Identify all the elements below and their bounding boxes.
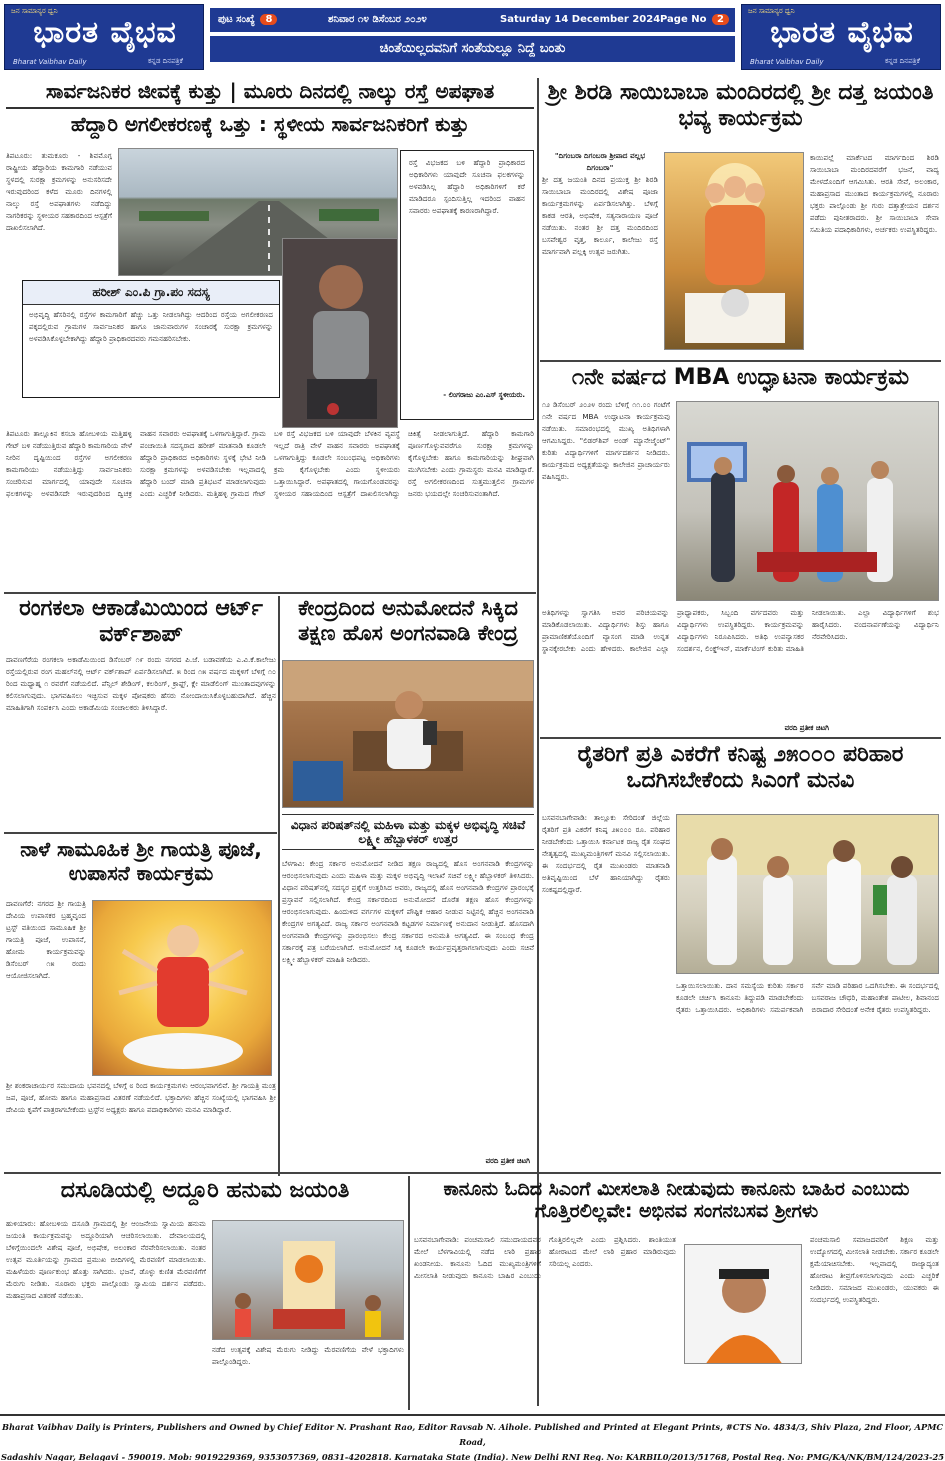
quote-author: - ಲಿಂಗರಾಜು ಎಂ.ಎಸ್ ಸ್ಥಳೀಯರು. — [443, 391, 525, 399]
photo-caption: ನಡೆದ ಉತ್ಸವಕ್ಕೆ ವಿಶೇಷ ಮೆರುಗು ನೀಡಿದ್ದು ಮೆರವಣಿಗೆಯ ವೇಳೆ ಭಕ್ತಾದಿಗಳು ಪಾಲ್ಗೊಂಡಿದ್ದರು. — [212, 1345, 404, 1366]
article-subheadline: "ದಿಗಂಬರಾ ದಿಗಂಬರಾ ಶ್ರೀಪಾದ ವಲ್ಲಭ ದಿಗಂಬರಾ" — [554, 151, 646, 172]
article-body-left: ಶ್ರೀ ದತ್ತ ಜಯಂತಿ ದಿನದ ಪ್ರಯುಕ್ತ ಶ್ರೀ ಶಿರಡಿ ಸಾಯಿಬಾಬಾ ಮಂದಿರದಲ್ಲಿ ವಿಶೇಷ ಪೂಜಾ ಕಾರ್ಯಕ್ರಮಗಳನ್ನು ಏರ್ಪಡಿಸಲಾಗಿತ್ತು. ಬೆಳಿಗ್ಗೆ ಕಾಕಡ ಆರತಿ, ಅಭಿಷೇಕ, ಸತ್ಯನಾರಾಯಣ ಪೂಜೆ ನಡೆಯಿತು. ನಂತರ ಶ್ರೀ ದತ್ತ ಮಂದಿರದಿಂದ ಬಸವೇಶ್ವರ ವೃತ್ತ, ಕಾರ್ಲೂ, ಕಾಲೇಜು ರಸ್ತೆ ಮಾರ್ಗವಾಗಿ ಪಲ್ಲಕ್ಕಿ ಉತ್ಸವ ಜರುಗಿತು. — [542, 175, 658, 256]
article-body-top: ೧೨ ಡಿಸೆಂಬರ್ ೨೦೨೪ ರಂದು ಬೆಳಿಗ್ಗೆ ೧೧.೦೦ ಗಂಟೆಗೆ ೧ನೇ ವರ್ಷದ MBA ಉದ್ಘಾಟನಾ ಕಾರ್ಯಕ್ರಮವು ನಡೆಯಿತು. ಸಮಾರಂಭದಲ್ಲಿ ಮುಖ್ಯ ಅತಿಥಿಗಳಾಗಿ ಆಗಮಿಸಿದ್ದರು. "ಲಿಡರ್‌ಶಿಪ್ ಅಂಡ್ ಮ್ಯಾನೇಜ್ಮೆಂಟ್" ಕುರಿತು ವಿದ್ಯಾರ್ಥಿಗಳಿಗೆ ಮಾರ್ಗದರ್ಶನ ನೀಡಿದರು. ಕಾರ್ಯಕ್ರಮದ ಅಧ್ಯಕ್ಷತೆಯನ್ನು ಕಾಲೇಜಿನ ಪ್ರಾಚಾರ್ಯರು ವಹಿಸಿದ್ದರು. — [542, 400, 670, 481]
logo-tagline: ಜನ ಸಾಮಾನ್ಯರ ಧ್ವನಿ — [748, 7, 795, 15]
logo-sub-english: Bharat Vaibhav Daily — [750, 58, 824, 66]
article-headline: ಶ್ರೀ ಶಿರಡಿ ಸಾಯಿಬಾಬಾ ಮಂದಿರದಲ್ಲಿ ಶ್ರೀ ದತ್ತ ಜಯಂತಿ ಭವ್ಯ ಕಾರ್ಯಕ್ರಮ — [547, 80, 934, 131]
section-divider — [4, 1172, 941, 1174]
datta-idol-photo — [664, 152, 804, 350]
event-illustration — [677, 402, 939, 601]
article-mba-inauguration — [542, 365, 939, 733]
portrait-illustration — [685, 1245, 802, 1364]
pages-label: ಪುಟ ಸಂಖ್ಯೆ — [218, 14, 255, 25]
sidebox-title: ಹರೀಶ್ ಎಂ.ಪಿ ಗ್ರಾ.ಪಂ ಸದಸ್ಯ — [23, 281, 279, 305]
logo-sub-kannada: ಕನ್ನಡ ದಿನಪತ್ರಿಕೆ — [147, 57, 183, 65]
page-no-value: 2 — [712, 14, 729, 25]
kannada-date: ಶನಿವಾರ ೧೪ ಡಿಸೆಂಬರ ೨೦೨೪ — [328, 14, 427, 25]
section-divider — [540, 360, 941, 362]
article-farmers-compensation — [542, 742, 939, 1162]
farmers-illustration — [677, 815, 939, 974]
article-datta-jayanti — [542, 80, 939, 356]
article-headline: ನಾಳೆ ಸಾಮೂಹಿಕ ಶ್ರೀ ಗಾಯತ್ರಿ ಪೂಜೆ, ಉಪಾಸನೆ ಕಾರ್ಯಕ್ರಮ — [20, 837, 262, 885]
article-subheadline: ವಿಧಾನ ಪರಿಷತ್‌ನಲ್ಲಿ ಮಹಿಳಾ ಮತ್ತು ಮಕ್ಕಳ ಅಭಿವೃದ್ಧಿ ಸಚಿವೆ ಲಕ್ಷ್ಮೀ ಹೆಬ್ಬಾಳಕರ್ ಉತ್ತರ — [282, 814, 534, 850]
quote-text: ರಸ್ತೆ ವಿಭಜಕದ ಬಳಿ ಹೆದ್ದಾರಿ ಪ್ರಾಧಿಕಾರದ ಅಧಿಕಾರಿಗಳು ಯಾವುದೇ ಸೂಚನಾ ಫಲಕಗಳನ್ನು ಅಳವಡಿಸಿಲ್ಲ ಹೆದ್ದಾರಿ ಅಧಿಕಾರಿಗಳಿಗೆ ಕರೆ ಮಾಡಿದರೂ ಸ್ಪಂದಿಸುತ್ತಿಲ್ಲ ಇದರಿಂದ ವಾಹನ ಸವಾರರು ಅಪಘಾತಕ್ಕೆ ಕಾರಣರಾಗಿದ್ದಾರೆ. — [409, 158, 525, 215]
article-body: ತಿಪಟೂರು ತಾಲ್ಲೂಕಿನ ಕಸಬಾ ಹೋಬಳಿಯ ಮತ್ತಿಹಳ್ಳಿ ಗೇಟ್ ಬಳಿ ನಡೆಯುತ್ತಿರುವ ಹೆದ್ದಾರಿ ಕಾಮಗಾರಿಯ ವೇಳೆ ನೀರಿನ ದೃಷ್ಟಿಯಿಂದ ರಸ್ತೆಗಳ ಅಗಲೀಕರಣ ಕಾಮಗಾರಿಯು ನಡೆಯುತ್ತಿದ್ದು ಸಾರ್ವಜನಿಕರು ಸಂಚರಿಸುವ ಮಾರ್ಗದಲ್ಲಿ ಯಾವುದೇ ಸೂಚನಾ ಫಲಕಗಳನ್ನು ಅಳವಡಿಸದೇ ಇರುವುದರಿಂದ ದ್ವಿಚಕ್ರ ವಾಹನ ಸವಾರರು ಅಪಘಾತಕ್ಕೆ ಒಳಗಾಗುತ್ತಿದ್ದಾರೆ. ಗ್ರಾಮ ಪಂಚಾಯಿತಿ ಸದಸ್ಯರಾದ ಹರೀಶ್ ಮಾತನಾಡಿ ಕೂಡಲೇ ಹೆದ್ದಾರಿ ಪ್ರಾಧಿಕಾರದ ಅಧಿಕಾರಿಗಳು ಸ್ಥಳಕ್ಕೆ ಭೇಟಿ ನೀಡಿ ಸುರಕ್ಷಾ ಕ್ರಮಗಳನ್ನು ಅಳವಡಿಸಬೇಕು ಇಲ್ಲವಾದಲ್ಲಿ ಹೆದ್ದಾರಿ ಬಂದ್ ಮಾಡಿ ಪ್ರತಿಭಟನೆ ಮಾಡಲಾಗುವುದು ಎಂದು ಎಚ್ಚರಿಕೆ ನೀಡಿದರು. ಮತ್ತಿಹಳ್ಳಿ ಗ್ರಾಮದ ಗೇಟ್ ಬಳಿ ರಸ್ತೆ ವಿಭಜಕದ ಬಳಿ ಯಾವುದೇ ಬೆಳಕಿನ ವ್ಯವಸ್ಥೆ ಇಲ್ಲದೆ ರಾತ್ರಿ ವೇಳೆ ವಾಹನ ಸವಾರರು ಅಪಘಾತಕ್ಕೆ ಒಳಗಾಗುತ್ತಿದ್ದು ಕೂಡಲೇ ಸಂಬಂಧಪಟ್ಟ ಅಧಿಕಾರಿಗಳು ಕ್ರಮ ಕೈಗೊಳ್ಳಬೇಕು ಎಂದು ಸ್ಥಳೀಯರು ಒತ್ತಾಯಿಸಿದ್ದಾರೆ. ಅಪಘಾತದಲ್ಲಿ ಗಾಯಗೊಂಡವರನ್ನು ಸ್ಥಳೀಯರ ಸಹಾಯದಿಂದ ಆಸ್ಪತ್ರೆಗೆ ದಾಖಲಿಸಲಾಗಿದ್ದು ಚಿಕಿತ್ಸೆ ನೀಡಲಾಗುತ್ತಿದೆ. ಹೆದ್ದಾರಿ ಕಾಮಗಾರಿ ಪೂರ್ಣಗೊಳ್ಳುವವರೆಗೂ ಸುರಕ್ಷಾ ಕ್ರಮಗಳನ್ನು ಕೈಗೊಳ್ಳಬೇಕು ಹಾಗೂ ಕಾಮಗಾರಿಯನ್ನು ಶೀಘ್ರವಾಗಿ ಮುಗಿಸಬೇಕು ಎಂದು ಗ್ರಾಮಸ್ಥರು ಮನವಿ ಮಾಡಿದ್ದಾರೆ. ರಸ್ತೆ ಅಗಲೀಕರಣದಿಂದ ಸುತ್ತಮುತ್ತಲಿನ ಗ್ರಾಮಗಳ ಜನರು ಭಯದಲ್ಲೇ ಸಂಚರಿಸುವಂತಾಗಿದೆ. — [6, 429, 534, 498]
article-art-workshop — [6, 596, 276, 828]
minister-photo — [282, 660, 534, 808]
article-body-right: ಪಂಚಮಸಾಲಿ ಸಮಾಜದವರಿಗೆ ಶಿಕ್ಷಣ ಮತ್ತು ಉದ್ಯೋಗದಲ್ಲಿ ಮೀಸಲಾತಿ ನೀಡಬೇಕು. ಸರ್ಕಾರ ಕೂಡಲೇ ಕ್ಷಮೆಯಾಚಿಸಬೇಕು. ಇಲ್ಲವಾದಲ್ಲಿ ರಾಜ್ಯಾದ್ಯಂತ ಹೋರಾಟ ತೀವ್ರಗೊಳಿಸಲಾಗುವುದು ಎಂದು ಎಚ್ಚರಿಕೆ ನೀಡಿದರು. ಸಮಾಜದ ಮುಖಂಡರು, ಯುವಕರು ಈ ಸಂದರ್ಭದಲ್ಲಿ ಉಪಸ್ಥಿತರಿದ್ದರು. — [810, 1235, 939, 1304]
slogan: ಚಿಂತೆಯಿಲ್ಲದವನಿಗೆ ಸಂತೆಯಲ್ಲೂ ನಿದ್ದೆ ಬಂತು — [210, 36, 735, 62]
logo-sub-kannada: ಕನ್ನಡ ದಿನಪತ್ರಿಕೆ — [884, 57, 920, 65]
logo-left — [4, 4, 204, 70]
article-headline: ಸಾರ್ವಜನಿಕರ ಜೀವಕ್ಕೆ ಕುತ್ತು | ಮೂರು ದಿನದಲ್ಲಿ ನಾಲ್ಕು ರಸ್ತೆ ಅಪಘಾತ — [6, 80, 534, 109]
article-body-right: ಒತ್ತಾಯಿಸಲಾಯಿತು. ದಾನ ಸಮಸ್ಯೆಯ ಕುರಿತು ಸರ್ಕಾರ ಕೂಡಲೇ ಚರ್ಚಿಸಿ ಕಾನೂನು ತಿದ್ದುಪಡಿ ಮಾಡಬೇಕೆಂದು ರೈತರು ಒತ್ತಾಯಿಸಿದರು. ಅಧಿಕಾರಿಗಳು ಸಮರ್ಪಕವಾಗಿ ಸರ್ವೆ ಮಾಡಿ ಪರಿಹಾರ ಒದಗಿಸಬೇಕು. ಈ ಸಂದರ್ಭದಲ್ಲಿ ಬಸವರಾಜ ಚೌಧರಿ, ಮಹಾಂತೇಶ ಪಾಟೀಲ, ಶಿವಾನಂದ ಬಿರಾದಾರ ಸೇರಿದಂತೆ ಅನೇಕ ರೈತರು ಉಪಸ್ಥಿತರಿದ್ದರು. — [676, 981, 939, 1014]
article-headline: ರೈತರಿಗೆ ಪ್ರತಿ ಎಕರೆಗೆ ಕನಿಷ್ಟ ೨೫೦೦೦ ಪರಿಹಾರ ಒದಗಿಸಬೇಕೆಂದು ಸಿಎಂಗೆ ಮನವಿ — [577, 742, 904, 793]
info-bar — [210, 8, 735, 32]
assembly-illustration — [283, 661, 534, 808]
gayatri-devi-photo — [92, 900, 272, 1076]
procession-illustration — [213, 1221, 404, 1340]
article-hanuma-jayanti — [6, 1178, 404, 1410]
page-no-label: Page No — [660, 14, 707, 25]
article-body-right: ಕಾಯಿಪಲ್ಲೆ ಮಾರ್ಕೆಟದ ಮಾರ್ಗದಿಂದ ಶಿರಡಿ ಸಾಯಿಬಾಬಾ ಮಂದಿರದವರೆಗೆ ಭಜನೆ, ವಾದ್ಯ ಮೇಳದೊಂದಿಗೆ ಆಗಮಿಸಿತು. ಆರತಿ ಸೇವೆ, ಅಲಂಕಾರ, ಮಹಾಪ್ರಸಾದ ಮುಂತಾದ ಕಾರ್ಯಕ್ರಮಗಳಲ್ಲಿ ನೂರಾರು ಭಕ್ತರು ಪಾಲ್ಗೊಂಡು ಶ್ರೀ ಗುರು ದತ್ತಾತ್ರೇಯನ ದರ್ಶನ ಪಡೆದು ಪುನೀತರಾದರು. ಶ್ರೀ ಸಾಯಿಬಾಬಾ ಸೇವಾ ಸಮಿತಿಯ ಪದಾಧಿಕಾರಿಗಳು, ಅರ್ಚಕರು ಉಪಸ್ಥಿತರಿದ್ದರು. — [810, 153, 939, 234]
injured-person-photo — [282, 238, 398, 428]
logo-name: ಭಾರತ ವೈಭವ — [770, 15, 914, 50]
article-gayatri-pooja — [6, 838, 276, 1168]
english-date: Saturday 14 December 2024 — [500, 14, 661, 25]
logo-name: ಭಾರತ ವೈಭವ — [33, 15, 177, 50]
column-divider — [278, 596, 280, 1176]
article-credit: ವರದಿ ಪ್ರತೀಕ ಚಿಟಗಿ — [485, 1157, 530, 1165]
section-divider — [4, 832, 277, 834]
article-headline: ೧ನೇ ವರ್ಷದ MBA ಉದ್ಘಾಟನಾ ಕಾರ್ಯಕ್ರಮ — [571, 365, 910, 390]
article-lead-text: ತಿಪಟೂರು: ತುಮಕೂರು - ಶಿವಮೊಗ್ಗ ರಾಷ್ಟ್ರೀಯ ಹೆದ್ದಾರಿಯ ಕಾಮಗಾರಿ ನಡೆಯುವ ಸ್ಥಳದಲ್ಲಿ ಸುರಕ್ಷಾ ಕ್ರಮಗಳನ್ನು ಅನುಸರಿಸದೇ ಇರುವುದರಿಂದ ಕಳೆದ ಮೂರು ದಿನಗಳಲ್ಲಿ ನಾಲ್ಕು ರಸ್ತೆ ಅಪಘಾತಗಳು ನಡೆದಿದ್ದು ನಾಗರಿಕರನ್ನು ಸ್ಥಳೀಯರ ಸಹಕಾರದಿಂದ ಆಸ್ಪತ್ರೆಗೆ ದಾಖಲಿಸಲಾಗಿದೆ. — [6, 151, 112, 232]
article-headline: ಕಾನೂನು ಓದಿದ ಸಿಎಂಗೆ ಮೀಸಲಾತಿ ನೀಡುವುದು ಕಾನೂನು ಬಾಹಿರ ಎಂಬುದು ಗೊತ್ತಿರಲಿಲ್ಲವೇ: ಅಭಿನವ ಸಂಗನಬಸವ ಶ್ರೀಗಳು — [443, 1178, 910, 1223]
logo-tagline: ಜನ ಸಾಮಾನ್ಯರ ಧ್ವನಿ — [11, 7, 58, 15]
pages-value: 8 — [260, 14, 277, 25]
article-credit: ವರದಿ ಪ್ರತೀಕ ಚಿಟಗಿ — [784, 724, 829, 732]
sidebox-text: ಅಭಿವೃದ್ಧಿ ಹೆಸರಿನಲ್ಲಿ ರಸ್ತೆಗಳ ಕಾಮಗಾರಿಗೆ ಹೆಚ್ಚು ಒತ್ತು ನೀಡಲಾಗಿದ್ದು ಆದರಿಂದ ರಸ್ತೆಯ ಅಗಲೀಕರಣದ ಪಕ್ಕದಲ್ಲಿರುವ ಗ್ರಾಮಗಳ ಸಾರ್ವಜನಿಕರ ಹಾಗೂ ಜಾನುವಾರುಗಳ ಸಂಚಾರಕ್ಕೆ ಸುರಕ್ಷಾ ಕ್ರಮಗಳನ್ನು ಅಳವಡಿಸಿಕೊಳ್ಳಬೇಕಾಗಿದ್ದು ಹೆದ್ದಾರಿ ಪ್ರಾಧಿಕಾರದವರು ಗಮನಹರಿಸಬೇಕು. — [29, 310, 273, 343]
article-headline: ದಸೂಡಿಯಲ್ಲಿ ಅದ್ದೂರಿ ಹನುಮ ಜಯಂತಿ — [60, 1178, 350, 1203]
article-body-left: ಬಸವನಬಾಗೇವಾಡಿ: ಪಂಚಮಸಾಲಿ ಸಮುದಾಯದವರ ಮೇಲೆ ಬೆಳಗಾವಿಯಲ್ಲಿ ನಡೆದ ಲಾಠಿ ಪ್ರಹಾರ ಖಂಡನೀಯ. ಕಾನೂನು ಓದಿದ ಮುಖ್ಯಮಂತ್ರಿಗಳಿಗೆ ಮೀಸಲಾತಿ ನೀಡುವುದು ಕಾನೂನು ಬಾಹಿರ ಎಂಬುದು ಗೊತ್ತಿರಲಿಲ್ಲವೇ ಎಂದು ಪ್ರಶ್ನಿಸಿದರು. ಶಾಂತಿಯುತ ಹೋರಾಟದ ಮೇಲೆ ಲಾಠಿ ಪ್ರಹಾರ ಮಾಡಿರುವುದು ಸರಿಯಲ್ಲ ಎಂದರು. — [414, 1235, 676, 1280]
article-body-bottom: ಶ್ರೀ ಶಂಕರಾಚಾರ್ಯರ ಸಮುದಾಯ ಭವನದಲ್ಲಿ ಬೆಳಿಗ್ಗೆ ೮ ರಿಂದ ಕಾರ್ಯಕ್ರಮಗಳು ಆರಂಭವಾಗಲಿವೆ. ಶ್ರೀ ಗಾಯತ್ರಿ ಮಂತ್ರ ಜಪ, ಪೂಜೆ, ಹೋಮ ಹಾಗೂ ಮಹಾಪ್ರಸಾದ ವಿತರಣೆ ನಡೆಯಲಿದೆ. ಭಕ್ತಾದಿಗಳು ಹೆಚ್ಚಿನ ಸಂಖ್ಯೆಯಲ್ಲಿ ಭಾಗವಹಿಸಿ ಶ್ರೀ ದೇವಿಯ ಕೃಪೆಗೆ ಪಾತ್ರರಾಗಬೇಕೆಂದು ಟ್ರಸ್ಟ್‌ನ ಅಧ್ಯಕ್ಷರು ಹಾಗೂ ಪದಾಧಿಕಾರಿಗಳು ಮನವಿ ಮಾಡಿದ್ದಾರೆ. — [6, 1081, 276, 1114]
person-illustration — [283, 239, 398, 428]
article-body-bottom: ಅತಿಥಿಗಳನ್ನು ಸ್ವಾಗತಿಸಿ ಅವರ ಪರಿಚಯವನ್ನು ಮಾಡಿಕೊಡಲಾಯಿತು. ವಿದ್ಯಾರ್ಥಿಗಳು ಶಿಸ್ತು ಹಾಗೂ ಪ್ರಾಮಾಣಿಕತೆಯೊಂದಿಗೆ ವ್ಯಾಸಂಗ ಮಾಡಿ ಉನ್ನತ ಸ್ಥಾನಕ್ಕೇರಬೇಕು ಎಂದು ಹೇಳಿದರು. ಕಾಲೇಜಿನ ಎಲ್ಲಾ ಪ್ರಾಧ್ಯಾಪಕರು, ಸಿಬ್ಬಂದಿ ವರ್ಗದವರು ಮತ್ತು ವಿದ್ಯಾರ್ಥಿಗಳು ಉಪಸ್ಥಿತರಿದ್ದರು. ಕಾರ್ಯಕ್ರಮವನ್ನು ವಿದ್ಯಾರ್ಥಿಗಳು ನಿರೂಪಿಸಿದರು. ಅತಿಥಿ ಉಪನ್ಯಾಸಕರ ಸಂದರ್ಶನ, ಲಿಂಕ್ಡ್‌ಇನ್, ಮಾರ್ಕೆಟಿಂಗ್ ಕುರಿತು ಮಾಹಿತಿ ನೀಡಲಾಯಿತು. ಎಲ್ಲಾ ವಿದ್ಯಾರ್ಥಿಗಳಿಗೆ ಶುಭ ಹಾರೈಸಿದರು. ವಂದನಾರ್ಪಣೆಯನ್ನು ವಿದ್ಯಾರ್ಥಿನಿ ನೆರವೇರಿಸಿದರು. — [542, 608, 939, 653]
quote-box — [400, 150, 534, 420]
hanuma-procession-photo — [212, 1220, 404, 1340]
article-road-accident — [6, 80, 534, 588]
logo-sub-english: Bharat Vaibhav Daily — [13, 58, 87, 66]
article-headline: ರಂಗಕಲಾ ಆಕಾಡೆಮಿಯಿಂದ ಆರ್ಟ್ ವರ್ಕ್‌ಶಾಪ್ — [19, 596, 263, 647]
article-body-left: ಬಸವನಬಾಗೇವಾಡಿ: ತಾಲ್ಲೂಕು ಸೇರಿದಂತೆ ಜಿಲ್ಲೆಯ ರೈತರಿಗೆ ಪ್ರತಿ ಎಕರೆಗೆ ಕನಿಷ್ಠ ೨೫೦೦೦ ರೂ. ಪರಿಹಾರ ನೀಡಬೇಕೆಂದು ಒತ್ತಾಯಿಸಿ ಕರ್ನಾಟಕ ರಾಜ್ಯ ರೈತ ಸಂಘದ ನೇತೃತ್ವದಲ್ಲಿ ಮುಖ್ಯಮಂತ್ರಿಗಳಿಗೆ ಮನವಿ ಸಲ್ಲಿಸಲಾಯಿತು. ಈ ಸಂದರ್ಭದಲ್ಲಿ ರೈತ ಮುಖಂಡರು ಮಾತನಾಡಿ ಅತಿವೃಷ್ಟಿಯಿಂದ ಬೆಳೆ ಹಾನಿಯಾಗಿದ್ದು ರೈತರು ಸಂಕಷ್ಟದಲ್ಲಿದ್ದಾರೆ. — [542, 813, 670, 894]
article-body: ಬೆಳಗಾವಿ: ಕೇಂದ್ರ ಸರ್ಕಾರ ಅನುಮೋದನೆ ನೀಡಿದ ತಕ್ಷಣ ರಾಜ್ಯದಲ್ಲಿ ಹೊಸ ಅಂಗನವಾಡಿ ಕೇಂದ್ರಗಳನ್ನು ಆರಂಭಿಸಲಾಗುವುದು ಎಂದು ಮಹಿಳಾ ಮತ್ತು ಮಕ್ಕಳ ಅಭಿವೃದ್ಧಿ ಇಲಾಖೆ ಸಚಿವೆ ಲಕ್ಷ್ಮೀ ಹೆಬ್ಬಾಳಕರ್ ತಿಳಿಸಿದರು. ವಿಧಾನ ಪರಿಷತ್‌ನಲ್ಲಿ ಸದಸ್ಯರ ಪ್ರಶ್ನೆಗೆ ಉತ್ತರಿಸಿದ ಅವರು, ರಾಜ್ಯದಲ್ಲಿ ಹೊಸ ಅಂಗನವಾಡಿ ಕೇಂದ್ರಗಳ ಪ್ರಾರಂಭಕ್ಕೆ ಪ್ರಸ್ತಾವನೆ ಸಲ್ಲಿಸಲಾಗಿದೆ. ಕೇಂದ್ರ ಸರ್ಕಾರದಿಂದ ಅನುಮೋದನೆ ದೊರೆತ ತಕ್ಷಣ ಹೊಸ ಕೇಂದ್ರಗಳನ್ನು ಆರಂಭಿಸಲಾಗುವುದು. ಹಿಂದುಳಿದ ವರ್ಗಗಳ ಮಕ್ಕಳಿಗೆ ಪೌಷ್ಟಿಕ ಆಹಾರ ನೀಡುವ ನಿಟ್ಟಿನಲ್ಲಿ ಹೆಚ್ಚಿನ ಅಂಗನವಾಡಿ ಕೇಂದ್ರಗಳ ಅಗತ್ಯವಿದೆ. ರಾಜ್ಯ ಸರ್ಕಾರ ಅಂಗನವಾಡಿ ಕಟ್ಟಡಗಳ ನಿರ್ಮಾಣಕ್ಕೆ ಅನುದಾನ ನೀಡುತ್ತಿದೆ. ಹೊಸದಾಗಿ ಅಂಗನವಾಡಿ ಕೇಂದ್ರಗಳನ್ನು ಪ್ರಾರಂಭಿಸಲು ಕೇಂದ್ರ ಸರ್ಕಾರದ ಅನುಮತಿ ಅಗತ್ಯವಿದೆ. ಈ ಸಂಬಂಧ ಕೇಂದ್ರ ಸರ್ಕಾರಕ್ಕೆ ಪತ್ರ ಬರೆಯಲಾಗಿದೆ. ಅನುಮೋದನೆ ಸಿಕ್ಕ ಕೂಡಲೇ ಕಾರ್ಯಪ್ರವೃತ್ತರಾಗಲಾಗುವುದು ಎಂದು ಸಚಿವೆ ಲಕ್ಷ್ಮೀ ಹೆಬ್ಬಾಳಕರ್ ಮಾಹಿತಿ ನೀಡಿದರು. — [282, 859, 534, 964]
deity-illustration — [665, 153, 804, 350]
footer-line-2: Sadashiv Nagar, Belagavi - 590019. Mob: 9019229369, 9353057369, 0831-4202818. Karnataka State (India). New Delhi RNI Reg. No: KARBIL0/2013/51768, Postal Reg. No: PMG/KA/NK/BM/124/2023-25 — [0, 1452, 945, 1461]
imprint-footer — [0, 1414, 945, 1461]
swamiji-photo — [684, 1244, 802, 1364]
article-body: ದಾವಣಗೆರೆಯ ರಂಗಕಲಾ ಅಕಾಡೆಮಿಯಿಂದ ಡಿಸೆಂಬರ್ ೧೯ ರಂದು ನಗರದ ಪಿ.ಜೆ. ಬಡಾವಣೆಯ ಎ.ವಿ.ಕೆ.ಕಾಲೇಜು ರಸ್ತೆಯಲ್ಲಿರುವ ರಂಗ ಮಹಲ್‌ನಲ್ಲಿ ಆರ್ಟ್ ವರ್ಕ್‌ಶಾಪ್ ಏರ್ಪಡಿಸಲಾಗಿದೆ. ೫ ರಿಂದ ೧೫ ವರ್ಷದ ಮಕ್ಕಳಿಗೆ ಬೆಳಿಗ್ಗೆ ೧೦ ರಿಂದ ಮಧ್ಯಾಹ್ನ ೧ ರವರೆಗೆ ನಡೆಯಲಿದೆ. ಪೆನ್ಸಿಲ್ ಶೇಡಿಂಗ್, ಕಲರಿಂಗ್, ಕ್ರಾಫ್ಟ್, ಕ್ಲೇ ಮಾಡೆಲಿಂಗ್ ಮುಂತಾದವುಗಳನ್ನು ಕಲಿಸಲಾಗುವುದು. ಭಾಗವಹಿಸಲು ಇಚ್ಛಿಸುವ ಮಕ್ಕಳ ಪೋಷಕರು ಹೆಸರು ನೋಂದಾಯಿಸಿಕೊಳ್ಳಬಹುದಾಗಿದೆ. ಹೆಚ್ಚಿನ ಮಾಹಿತಿಗಾಗಿ ಸಂಪರ್ಕಿಸಿ ಎಂದು ಅಕಾಡೆಮಿಯ ಸಂಚಾಲಕರು ತಿಳಿಸಿದ್ದಾರೆ. — [6, 654, 276, 712]
article-anganwadi — [282, 596, 534, 1168]
article-body-side: ದಾವಣಗೆರೆ: ನಗರದ ಶ್ರೀ ಗಾಯತ್ರಿ ದೇವಿಯ ಉಪಾಸಕರ ಬ್ರಹ್ಮವೃಂದ ಟ್ರಸ್ಟ್ ವತಿಯಿಂದ ಸಾಮೂಹಿಕ ಶ್ರೀ ಗಾಯತ್ರಿ ಪೂಜೆ, ಉಪಾಸನೆ, ಹೋಮ ಕಾರ್ಯಕ್ರಮವನ್ನು ಡಿಸೆಂಬರ್ ೧೫ ರಂದು ಆಯೋಜಿಸಲಾಗಿದೆ. — [6, 899, 86, 980]
section-divider — [4, 592, 536, 594]
logo-right — [741, 4, 941, 70]
sidebox-member — [22, 280, 280, 398]
footer-line-1: Bharat Vaibhav Daily is Printers, Publishers and Owned by Chief Editor N. Prashant Rao, Editor Ravsab N. Aihole. Published and Printed at Elegant Prints, #CTS No. 4834/3, Shiv Plaza, 2nd Floor, APMC Road, — [1, 1422, 944, 1447]
mba-event-photo — [676, 401, 939, 601]
farmers-cm-photo — [676, 814, 939, 974]
article-body: ಹುಳಿಯಾರು: ಹೋಬಳಿಯ ದಸೂಡಿ ಗ್ರಾಮದಲ್ಲಿ ಶ್ರೀ ಆಂಜನೇಯ ಸ್ವಾಮಿಯ ಹನುಮ ಜಯಂತಿ ಕಾರ್ಯಕ್ರಮವನ್ನು ಅದ್ದೂರಿಯಾಗಿ ಆಚರಿಸಲಾಯಿತು. ದೇವಾಲಯದಲ್ಲಿ ಬೆಳಿಗ್ಗೆಯಿಂದಲೇ ವಿಶೇಷ ಪೂಜೆ, ಅಭಿಷೇಕ, ಅಲಂಕಾರ ನೆರವೇರಿಸಲಾಯಿತು. ನಂತರ ಉತ್ಸವ ಮೂರ್ತಿಯನ್ನು ಗ್ರಾಮದ ಪ್ರಮುಖ ಬೀದಿಗಳಲ್ಲಿ ಮೆರವಣಿಗೆ ಮಾಡಲಾಯಿತು. ಮಹಿಳೆಯರು ಪೂರ್ಣಕುಂಭ ಹೊತ್ತು ಸಾಗಿದರು. ಭಜನೆ, ಡೊಳ್ಳು ಕುಣಿತ ಮೆರವಣಿಗೆಗೆ ಮೆರುಗು ನೀಡಿತು. ನೂರಾರು ಭಕ್ತರು ಪಾಲ್ಗೊಂಡು ಸ್ವಾಮಿಯ ದರ್ಶನ ಪಡೆದರು. ಮಹಾಪ್ರಸಾದ ವಿತರಣೆ ನಡೆಯಿತು. — [6, 1219, 206, 1300]
masthead — [4, 4, 941, 70]
article-subheadline: ಹೆದ್ದಾರಿ ಅಗಲೀಕರಣಕ್ಕೆ ಒತ್ತು : ಸ್ಥಳೀಯ ಸಾರ್ವಜನಿಕರಿಗೆ ಕುತ್ತು — [70, 111, 470, 136]
section-divider — [540, 737, 941, 739]
column-divider — [408, 1176, 410, 1410]
article-headline: ಕೇಂದ್ರದಿಂದ ಅನುಮೋದನೆ ಸಿಕ್ಕಿದ ತಕ್ಷಣ ಹೊಸ ಅಂಗನವಾಡಿ ಕೇಂದ್ರ — [298, 596, 518, 645]
goddess-illustration — [93, 901, 272, 1076]
article-reservation-swamiji — [414, 1178, 939, 1410]
